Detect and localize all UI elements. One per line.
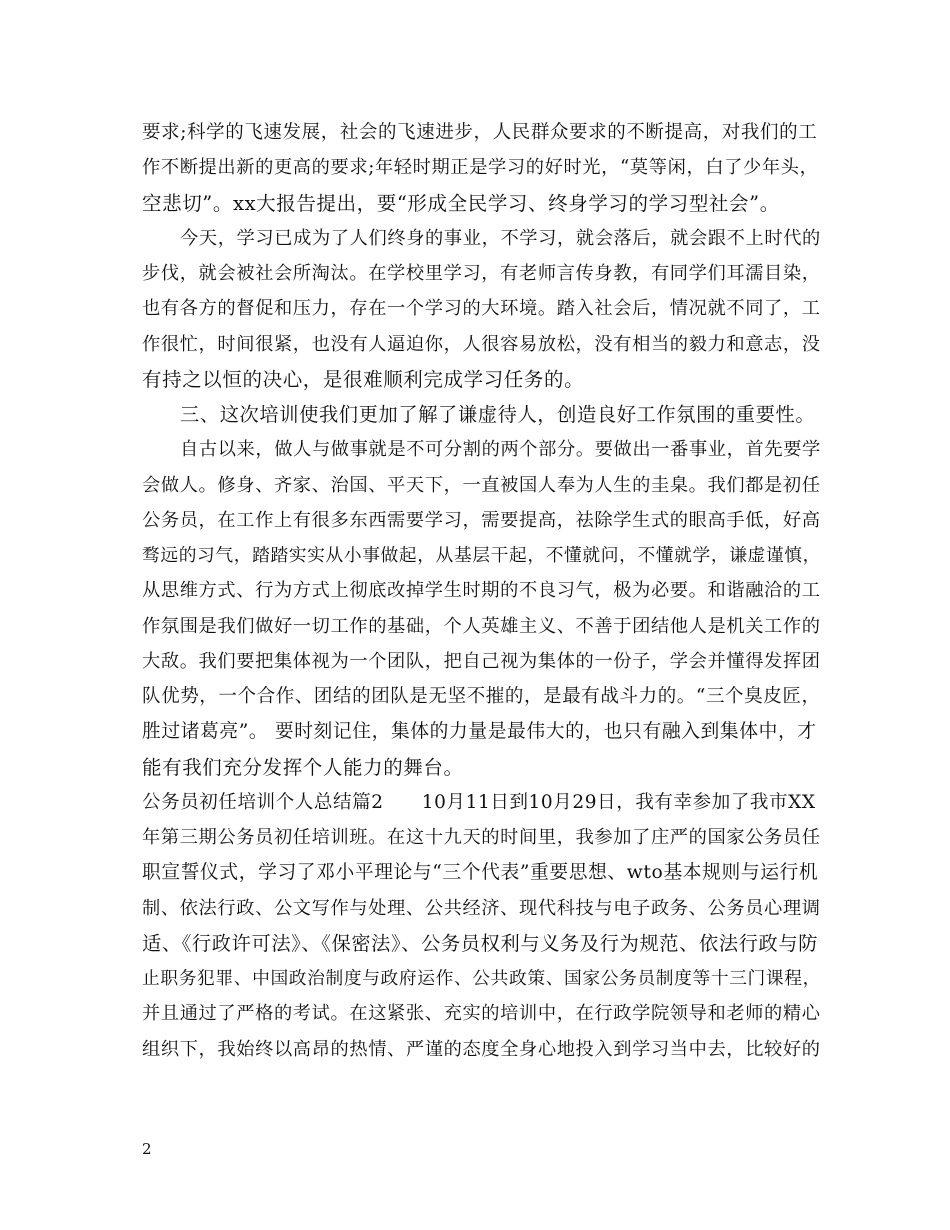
page-number: 2	[142, 1140, 152, 1158]
text-line: 作氛围是我们做好一切工作的基础，个人英雄主义、不善于团结他人是机关工作的	[142, 616, 821, 637]
text-line: 胜过诸葛亮”。 要时刻记住，集体的力量是最伟大的，也只有融入到集体中，才	[142, 721, 817, 742]
text-line: 制、依法行政、公文写作与处理、公共经济、现代科技与电子政务、公务员心理调	[142, 898, 821, 919]
text-line: 适、《行政许可法》、《保密法》、公务员权利与义务及行为规范、依法行政与防	[142, 932, 819, 955]
text-line: 作不断提出新的更高的要求;年轻时期正是学习的好时光，“莫等闲，白了少年头，	[142, 157, 819, 178]
text-line: 并且通过了严格的考试。在这紧张、充实的培训中，在行政学院领导和老师的精心	[142, 1003, 821, 1024]
text-line: 公务员初任培训个人总结篇2 10月11日到10月29日，我有幸参加了我市XX	[142, 792, 816, 813]
text-line: 要求;科学的飞速发展，社会的飞速进步，人民群众要求的不断提高，对我们的工	[142, 122, 818, 143]
text-line: 作很忙，时间很紧，也没有人逼迫你，人很容易放松，没有相当的毅力和意志，没	[142, 334, 821, 355]
text-line: 大敌。我们要把集体视为一个团队，把自己视为集体的一份子，学会并懂得发挥团	[142, 651, 821, 672]
text-line: 止职务犯罪、中国政治制度与政府运作、公共政策、国家公务员制度等十三门课程，	[142, 969, 821, 989]
text-line: 空悲切”。xx大报告提出，要“形成全民学习、终身学习的学习型社会”。	[142, 192, 780, 215]
text-line: 也有各方的督促和压力，存在一个学习的大环境。踏入社会后，情况就不同了，工	[142, 298, 821, 319]
text-line: 年第三期公务员初任培训班。在这十九天的时间里，我参加了庄严的国家公务员任	[142, 827, 821, 848]
text-line: 组织下，我始终以高昂的热情、严谨的态度全身心地投入到学习当中去，比较好的	[142, 1039, 821, 1060]
section-heading: 三、这次培训使我们更加了解了谦虚待人，创造良好工作氛围的重要性。	[180, 403, 816, 426]
text-line: 从思维方式、行为方式上彻底改掉学生时期的不良习气，极为必要。和谐融洽的工	[142, 580, 821, 601]
text-line: 公务员，在工作上有很多东西需要学习，需要提高，祛除学生式的眼高手低，好高	[142, 510, 821, 531]
text-line: 会做人。修身、齐家、治国、平天下，一直被国人奉为人生的圭臬。我们都是初任	[142, 475, 821, 496]
text-line: 能有我们充分发挥个人能力的舞台。	[142, 756, 464, 779]
text-line: 有持之以恒的决心，是很难顺利完成学习任务的。	[142, 368, 585, 391]
text-line: 职宣誓仪式，学习了邓小平理论与“三个代表”重要思想、wto基本规则与运行机	[142, 862, 819, 883]
text-line: 今天，学习已成为了人们终身的事业，不学习，就会落后，就会跟不上时代的	[180, 228, 821, 249]
text-line: 步伐，就会被社会所淘汰。在学校里学习，有老师言传身教，有同学们耳濡目染，	[142, 263, 821, 284]
text-line: 队优势，一个合作、团结的团队是无坚不摧的，是最有战斗力的。“三个臭皮匠，	[142, 686, 821, 707]
text-line: 骛远的习气，踏踏实实从小事做起，从基层干起，不懂就问，不懂就学，谦虚谨慎，	[142, 546, 821, 566]
text-line: 自古以来，做人与做事就是不可分割的两个部分。要做出一番事业，首先要学	[180, 439, 821, 460]
